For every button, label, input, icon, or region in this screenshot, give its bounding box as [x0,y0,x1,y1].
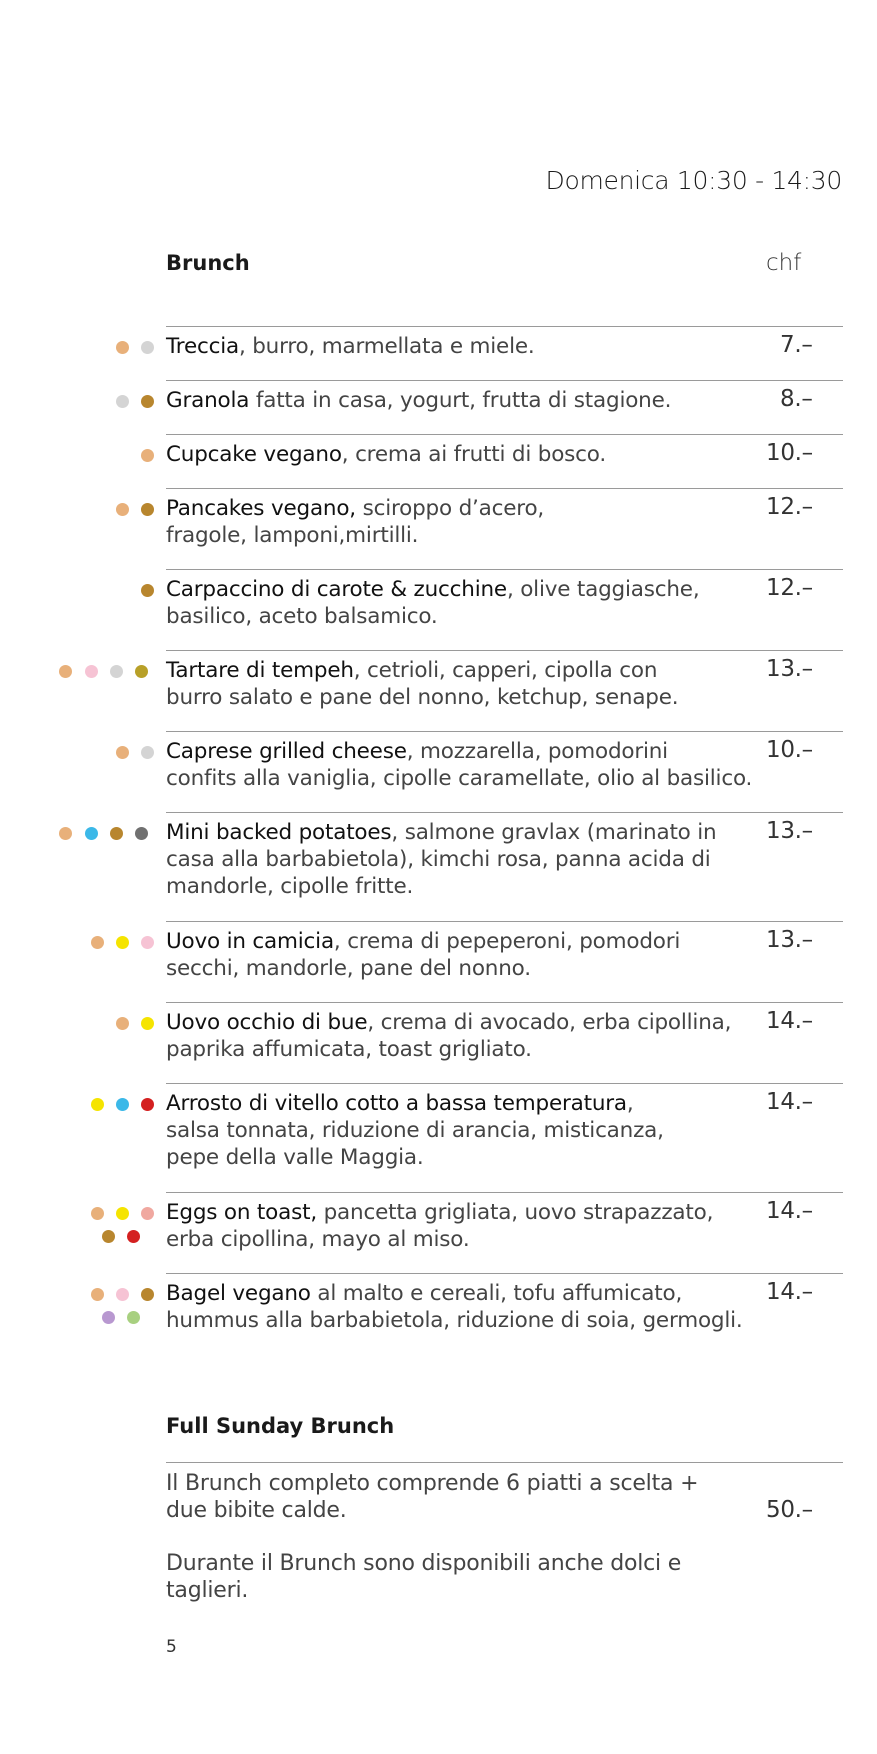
menu-item-price: 7.– [780,332,813,358]
divider [166,921,843,922]
menu-item-description: al malto e cereali, tofu affumicato, hummus alla barbabietola, riduzione di soia, germogli. [166,1281,743,1333]
menu-item-name: Bagel vegano [166,1281,311,1306]
menu-item-description: sciroppo d’acero, fragole, lamponi,mirtilli. [166,496,545,548]
menu-item-name: Caprese grilled cheese [166,739,407,764]
dietary-dot-icon [141,341,154,354]
menu-item-price: 13.– [766,656,813,682]
dietary-dot-icon [102,1230,115,1243]
dietary-dot-icon [116,1017,129,1030]
dietary-dot-icon [116,1288,129,1301]
divider [166,1273,843,1274]
dietary-dot-icon [141,395,154,408]
menu-item-description: , salmone gravlax (marinato in casa alla barbabietola), kimchi rosa, panna acida di mandorle, cipolle fritte. [166,820,717,899]
menu-item [166,928,766,982]
dietary-dot-icon [91,1098,104,1111]
dietary-dot-icon [135,827,148,840]
dietary-dot-icon [91,936,104,949]
dietary-dot-icon [59,827,72,840]
menu-item-description: , mozzarella, pomodorini confits alla vaniglia, cipolle caramellate, olio al basilico. [166,739,753,791]
currency-header: chf [766,250,802,276]
menu-item-price: 14.– [766,1198,813,1224]
dietary-dot-icon [141,1017,154,1030]
dietary-dot-icon [110,827,123,840]
menu-item-description: , crema di pepeperoni, pomodori secchi, mandorle, pane del nonno. [166,929,681,981]
dietary-dot-icon [116,746,129,759]
divider [166,731,843,732]
menu-item-name: Carpaccino di carote & zucchine [166,577,507,602]
menu-item [166,738,766,792]
menu-item [166,495,766,549]
dietary-dot-icon [116,1207,129,1220]
dietary-dot-icon [116,341,129,354]
menu-item-description: , crema ai frutti di bosco. [341,442,607,467]
divider [166,1192,843,1193]
section-title-full-brunch: Full Sunday Brunch [166,1414,395,1438]
full-brunch-price: 50.– [766,1497,813,1523]
menu-item-name: Treccia [166,334,239,359]
menu-item-price: 14.– [766,1279,813,1305]
dietary-dot-icon [127,1311,140,1324]
service-hours: Domenica 10:30 - 14:30 [545,166,842,195]
dietary-dot-icon [141,1098,154,1111]
dietary-dot-icon [59,665,72,678]
menu-item-description: , olive taggiasche, basilico, aceto balsamico. [166,577,700,629]
dietary-dot-icon [91,1207,104,1220]
dietary-dot-icon [85,665,98,678]
menu-item-price: 8.– [780,386,813,412]
menu-item [166,441,766,468]
menu-item-price: 13.– [766,818,813,844]
menu-item-price: 14.– [766,1008,813,1034]
divider [166,812,843,813]
divider [166,1462,843,1463]
menu-item-price: 12.– [766,494,813,520]
divider [166,650,843,651]
menu-item [166,333,766,360]
menu-item-price: 13.– [766,927,813,953]
dietary-dot-icon [135,665,148,678]
dietary-dot-icon [141,746,154,759]
menu-item-description: fatta in casa, yogurt, frutta di stagione. [249,388,672,413]
divider [166,1083,843,1084]
menu-item-description: , crema di avocado, erba cipollina, paprika affumicata, toast grigliato. [166,1010,732,1062]
divider [166,1002,843,1003]
dietary-dot-icon [127,1230,140,1243]
dietary-dot-icon [91,1288,104,1301]
divider [166,434,843,435]
dietary-dot-icon [141,503,154,516]
dietary-dot-icon [116,395,129,408]
menu-item [166,657,766,711]
divider [166,569,843,570]
dietary-dot-icon [116,503,129,516]
menu-item [166,1199,766,1253]
menu-item-description: , salsa tonnata, riduzione di arancia, misticanza, pepe della valle Maggia. [166,1091,664,1170]
menu-item [166,576,766,630]
divider [166,488,843,489]
section-title-brunch: Brunch [166,251,250,275]
dietary-dot-icon [85,827,98,840]
dietary-dot-icon [141,1288,154,1301]
menu-item-name: Eggs on toast, [166,1200,317,1225]
menu-item-name: Mini backed potatoes [166,820,392,845]
menu-item-name: Cupcake vegano [166,442,342,467]
dietary-dot-icon [141,449,154,462]
full-brunch-description: Il Brunch completo comprende 6 piatti a scelta + due bibite calde. [166,1471,699,1523]
dietary-dot-icon [102,1311,115,1324]
menu-item-description: , cetrioli, capperi, cipolla con burro salato e pane del nonno, ketchup, senape. [166,658,679,710]
dietary-dot-icon [141,936,154,949]
menu-item-name: Pancakes vegano, [166,496,356,521]
menu-item-description: , burro, marmellata e miele. [238,334,535,359]
dietary-dot-icon [141,584,154,597]
menu-item [166,1280,766,1334]
menu-item-name: Arrosto di vitello cotto a bassa temperatura [166,1091,627,1116]
dietary-dot-icon [110,665,123,678]
menu-item-name: Uovo in camicia [166,929,334,954]
menu-item-name: Uovo occhio di bue [166,1010,368,1035]
dietary-dot-icon [141,1207,154,1220]
menu-item [166,819,766,900]
menu-item-price: 12.– [766,575,813,601]
menu-item-description: pancetta grigliata, uovo strapazzato, erba cipollina, mayo al miso. [166,1200,714,1252]
menu-item-price: 10.– [766,737,813,763]
menu-item [166,387,766,414]
dietary-dot-icon [116,936,129,949]
divider [166,380,843,381]
menu-item-price: 10.– [766,440,813,466]
menu-item-name: Tartare di tempeh [166,658,354,683]
menu-item-price: 14.– [766,1089,813,1115]
menu-item [166,1090,766,1171]
menu-item-name: Granola [166,388,250,413]
dietary-dot-icon [116,1098,129,1111]
divider [166,326,843,327]
menu-item [166,1009,766,1063]
page-number: 5 [166,1637,177,1657]
full-brunch-note: Durante il Brunch sono disponibili anche dolci e taglieri. [166,1551,682,1603]
